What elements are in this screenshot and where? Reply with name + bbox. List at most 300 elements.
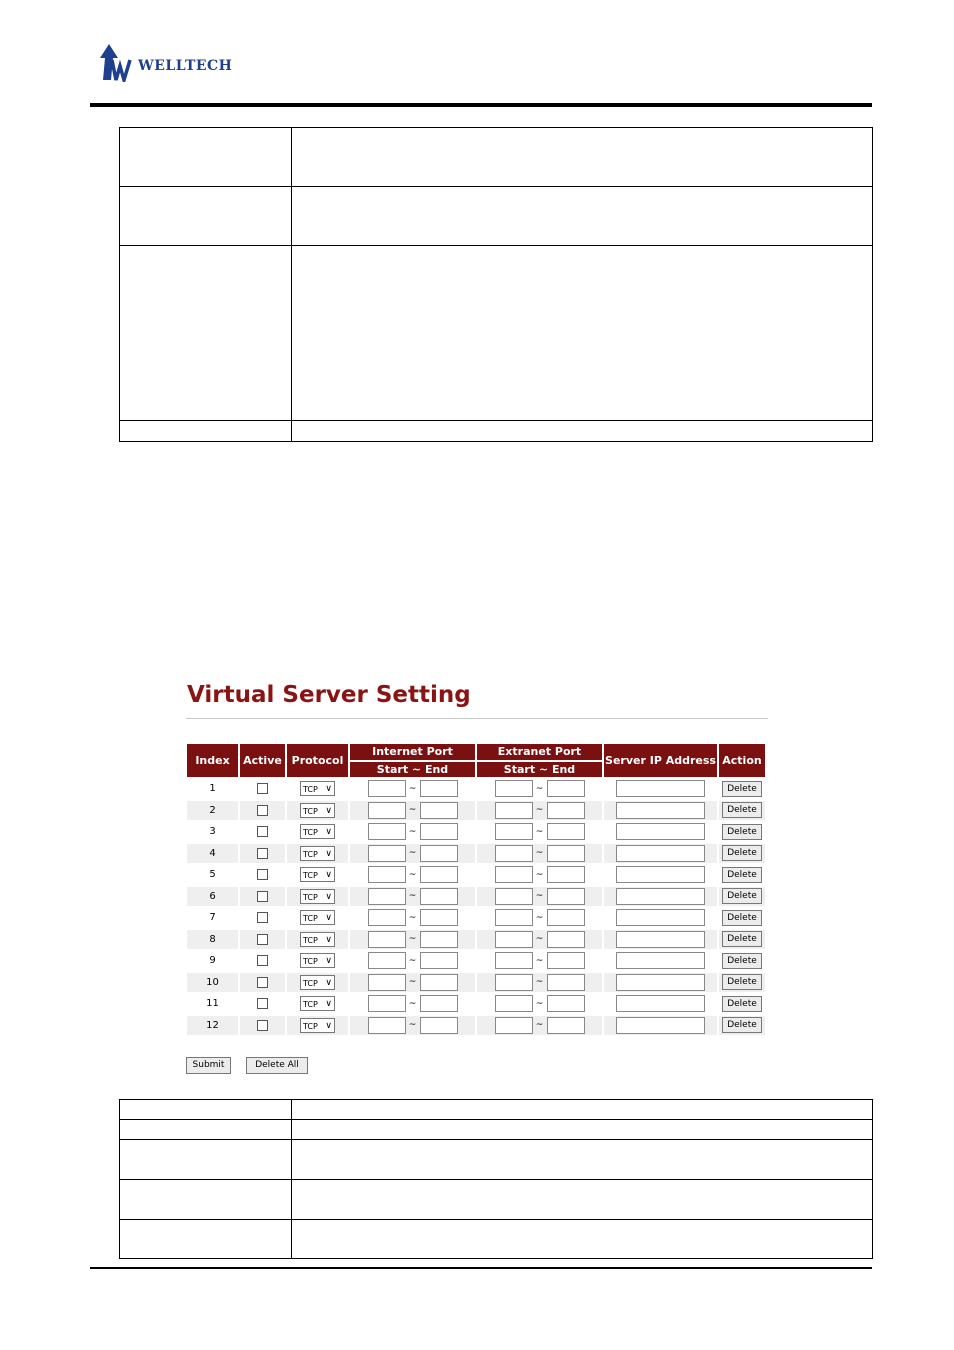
protocol-cell — [287, 887, 348, 907]
extranet-port-end-input[interactable] — [547, 866, 585, 883]
action-cell — [719, 1016, 765, 1036]
table-row — [120, 1140, 873, 1180]
delete-row-button[interactable]: Delete — [722, 845, 762, 861]
column-header-protocol: Protocol — [287, 744, 348, 777]
range-separator: ~ — [535, 891, 544, 902]
row-index: 8 — [209, 933, 216, 945]
table-row — [187, 1016, 765, 1036]
column-header-extranet-port: Extranet Port — [477, 744, 602, 760]
index-cell — [187, 822, 238, 842]
chevron-down-icon: ∨ — [325, 784, 332, 795]
table-row — [120, 1120, 873, 1140]
protocol-cell — [287, 801, 348, 821]
table-cell — [292, 1220, 873, 1259]
internet-port-start-input[interactable] — [368, 823, 406, 840]
table-cell — [120, 1140, 292, 1180]
extranet-port-end-input[interactable] — [547, 995, 585, 1012]
internet-port-cell — [350, 887, 475, 907]
internet-port-cell — [350, 973, 475, 993]
delete-row-button[interactable]: Delete — [722, 974, 762, 990]
table-cell — [292, 1100, 873, 1120]
protocol-value: TCP — [303, 871, 318, 881]
active-checkbox[interactable] — [257, 869, 268, 880]
protocol-value: TCP — [303, 1000, 318, 1010]
action-cell — [719, 908, 765, 928]
index-cell — [187, 801, 238, 821]
extranet-port-cell — [477, 844, 602, 864]
active-cell — [240, 994, 285, 1014]
internet-port-cell — [350, 844, 475, 864]
extranet-port-end-input[interactable] — [547, 845, 585, 862]
index-cell — [187, 865, 238, 885]
range-separator: ~ — [408, 1020, 417, 1031]
server-ip-cell — [604, 1016, 717, 1036]
protocol-value: TCP — [303, 785, 318, 795]
internet-port-end-input[interactable] — [420, 823, 458, 840]
protocol-value: TCP — [303, 935, 318, 945]
server-ip-input[interactable] — [616, 974, 705, 991]
table-row — [187, 865, 765, 885]
extranet-port-start-input[interactable] — [495, 974, 533, 991]
row-index: 9 — [209, 955, 216, 967]
range-separator: ~ — [535, 805, 544, 816]
logo-arrow-icon — [100, 44, 140, 82]
server-ip-cell — [604, 779, 717, 799]
action-cell — [719, 930, 765, 950]
server-ip-input[interactable] — [616, 866, 705, 883]
table-cell — [120, 187, 292, 246]
column-subheader-extranet-start-end: Start ~ End — [477, 762, 602, 778]
range-separator: ~ — [408, 783, 417, 794]
protocol-select[interactable] — [300, 824, 335, 839]
range-separator: ~ — [535, 955, 544, 966]
column-header-action: Action — [719, 744, 765, 777]
range-separator: ~ — [535, 1020, 544, 1031]
extranet-port-end-input[interactable] — [547, 931, 585, 948]
table-row — [187, 908, 765, 928]
table-cell — [120, 128, 292, 187]
active-checkbox[interactable] — [257, 826, 268, 837]
range-separator: ~ — [535, 783, 544, 794]
delete-row-button[interactable]: Delete — [722, 953, 762, 969]
protocol-select[interactable] — [300, 996, 335, 1011]
active-cell — [240, 865, 285, 885]
index-cell — [187, 973, 238, 993]
internet-port-start-input[interactable] — [368, 909, 406, 926]
delete-row-button[interactable]: Delete — [722, 781, 762, 797]
active-cell — [240, 908, 285, 928]
table-row — [187, 801, 765, 821]
range-separator: ~ — [535, 934, 544, 945]
description-table-top — [119, 127, 873, 442]
protocol-value: TCP — [303, 914, 318, 924]
row-index: 10 — [206, 976, 219, 988]
index-cell — [187, 994, 238, 1014]
internet-port-end-input[interactable] — [420, 780, 458, 797]
table-cell — [292, 1120, 873, 1140]
column-header-internet-port: Internet Port — [350, 744, 475, 760]
table-row — [120, 1220, 873, 1259]
extranet-port-cell — [477, 822, 602, 842]
server-ip-cell — [604, 973, 717, 993]
index-cell — [187, 844, 238, 864]
welltech-logo — [100, 44, 250, 84]
chevron-down-icon: ∨ — [325, 848, 332, 859]
action-cell — [719, 865, 765, 885]
active-cell — [240, 822, 285, 842]
protocol-select[interactable] — [300, 953, 335, 968]
active-cell — [240, 887, 285, 907]
action-cell — [719, 951, 765, 971]
title-divider — [186, 718, 768, 719]
extranet-port-end-input[interactable] — [547, 802, 585, 819]
protocol-select[interactable] — [300, 846, 335, 861]
action-cell — [719, 801, 765, 821]
row-index: 1 — [209, 783, 216, 795]
internet-port-cell — [350, 779, 475, 799]
internet-port-end-input[interactable] — [420, 888, 458, 905]
table-row — [187, 887, 765, 907]
extranet-port-cell — [477, 801, 602, 821]
table-cell — [292, 187, 873, 246]
internet-port-end-input[interactable] — [420, 909, 458, 926]
internet-port-start-input[interactable] — [368, 931, 406, 948]
table-row — [187, 973, 765, 993]
extranet-port-cell — [477, 1016, 602, 1036]
protocol-value: TCP — [303, 1021, 318, 1031]
internet-port-end-input[interactable] — [420, 974, 458, 991]
delete-row-button[interactable]: Delete — [722, 910, 762, 926]
active-cell — [240, 951, 285, 971]
protocol-value: TCP — [303, 806, 318, 816]
extranet-port-start-input[interactable] — [495, 1017, 533, 1034]
range-separator: ~ — [408, 998, 417, 1009]
index-cell — [187, 951, 238, 971]
table-cell — [292, 128, 873, 187]
action-cell — [719, 844, 765, 864]
extranet-port-cell — [477, 887, 602, 907]
row-index: 3 — [209, 826, 216, 838]
column-header-index: Index — [187, 744, 238, 777]
protocol-cell — [287, 994, 348, 1014]
active-cell — [240, 930, 285, 950]
table-row — [120, 246, 873, 421]
extranet-port-start-input[interactable] — [495, 909, 533, 926]
delete-row-button[interactable]: Delete — [722, 824, 762, 840]
protocol-cell — [287, 822, 348, 842]
protocol-cell — [287, 908, 348, 928]
internet-port-cell — [350, 865, 475, 885]
protocol-cell — [287, 930, 348, 950]
protocol-cell — [287, 951, 348, 971]
extranet-port-start-input[interactable] — [495, 995, 533, 1012]
active-cell — [240, 973, 285, 993]
range-separator: ~ — [408, 869, 417, 880]
table-row — [187, 951, 765, 971]
table-row — [187, 822, 765, 842]
table-row — [120, 421, 873, 442]
active-checkbox[interactable] — [257, 1020, 268, 1031]
extranet-port-cell — [477, 973, 602, 993]
server-ip-input[interactable] — [616, 802, 705, 819]
row-index: 2 — [209, 804, 216, 816]
internet-port-cell — [350, 822, 475, 842]
range-separator: ~ — [535, 912, 544, 923]
index-cell — [187, 779, 238, 799]
internet-port-start-input[interactable] — [368, 866, 406, 883]
protocol-select[interactable] — [300, 781, 335, 796]
internet-port-cell — [350, 994, 475, 1014]
logo-text: WELLTECH — [138, 58, 233, 74]
table-cell — [292, 1180, 873, 1220]
table-row — [120, 1100, 873, 1120]
protocol-select[interactable] — [300, 867, 335, 882]
footer-rule — [90, 1267, 872, 1269]
internet-port-start-input[interactable] — [368, 845, 406, 862]
extranet-port-cell — [477, 930, 602, 950]
description-table-bottom — [119, 1099, 873, 1259]
server-ip-cell — [604, 908, 717, 928]
range-separator: ~ — [408, 955, 417, 966]
protocol-select[interactable] — [300, 975, 335, 990]
internet-port-start-input[interactable] — [368, 888, 406, 905]
delete-row-button[interactable]: Delete — [722, 1017, 762, 1033]
extranet-port-cell — [477, 779, 602, 799]
index-cell — [187, 930, 238, 950]
table-row — [120, 1180, 873, 1220]
internet-port-cell — [350, 1016, 475, 1036]
active-checkbox[interactable] — [257, 998, 268, 1009]
protocol-cell — [287, 844, 348, 864]
table-row — [120, 128, 873, 187]
active-checkbox[interactable] — [257, 912, 268, 923]
chevron-down-icon: ∨ — [325, 827, 332, 838]
extranet-port-start-input[interactable] — [495, 845, 533, 862]
range-separator: ~ — [535, 848, 544, 859]
chevron-down-icon: ∨ — [325, 805, 332, 816]
delete-row-button[interactable]: Delete — [722, 996, 762, 1012]
chevron-down-icon: ∨ — [325, 913, 332, 924]
page-title: Virtual Server Setting — [187, 682, 471, 708]
delete-row-button[interactable]: Delete — [722, 867, 762, 883]
active-checkbox[interactable] — [257, 955, 268, 966]
server-ip-input[interactable] — [616, 845, 705, 862]
protocol-select[interactable] — [300, 932, 335, 947]
table-cell — [292, 421, 873, 442]
extranet-port-end-input[interactable] — [547, 974, 585, 991]
extranet-port-cell — [477, 951, 602, 971]
internet-port-end-input[interactable] — [420, 952, 458, 969]
active-checkbox[interactable] — [257, 934, 268, 945]
extranet-port-start-input[interactable] — [495, 931, 533, 948]
protocol-value: TCP — [303, 892, 318, 902]
chevron-down-icon: ∨ — [325, 1020, 332, 1031]
row-index: 12 — [206, 1019, 219, 1031]
table-cell — [120, 1180, 292, 1220]
range-separator: ~ — [408, 826, 417, 837]
range-separator: ~ — [535, 869, 544, 880]
action-cell — [719, 822, 765, 842]
internet-port-end-input[interactable] — [420, 1017, 458, 1034]
header-rule — [90, 103, 872, 107]
table-row — [187, 930, 765, 950]
chevron-down-icon: ∨ — [325, 956, 332, 967]
server-ip-input[interactable] — [616, 909, 705, 926]
table-row — [187, 779, 765, 799]
protocol-select[interactable] — [300, 910, 335, 925]
protocol-select[interactable] — [300, 803, 335, 818]
protocol-value: TCP — [303, 957, 318, 967]
chevron-down-icon: ∨ — [325, 934, 332, 945]
internet-port-start-input[interactable] — [368, 802, 406, 819]
delete-row-button[interactable]: Delete — [722, 888, 762, 904]
internet-port-start-input[interactable] — [368, 952, 406, 969]
extranet-port-end-input[interactable] — [547, 909, 585, 926]
server-ip-input[interactable] — [616, 888, 705, 905]
active-checkbox[interactable] — [257, 805, 268, 816]
protocol-select[interactable] — [300, 1018, 335, 1033]
internet-port-start-input[interactable] — [368, 780, 406, 797]
delete-row-button[interactable]: Delete — [722, 802, 762, 818]
active-cell — [240, 801, 285, 821]
protocol-cell — [287, 779, 348, 799]
internet-port-start-input[interactable] — [368, 974, 406, 991]
internet-port-cell — [350, 951, 475, 971]
extranet-port-start-input[interactable] — [495, 802, 533, 819]
range-separator: ~ — [408, 805, 417, 816]
server-ip-input[interactable] — [616, 780, 705, 797]
extranet-port-cell — [477, 908, 602, 928]
table-cell — [120, 1120, 292, 1140]
extranet-port-start-input[interactable] — [495, 866, 533, 883]
extranet-port-end-input[interactable] — [547, 823, 585, 840]
table-cell — [292, 1140, 873, 1180]
server-ip-input[interactable] — [616, 995, 705, 1012]
row-index: 4 — [209, 847, 216, 859]
row-index: 11 — [206, 998, 219, 1010]
server-ip-input[interactable] — [616, 931, 705, 948]
table-cell — [292, 246, 873, 421]
table-cell — [120, 1220, 292, 1259]
internet-port-cell — [350, 801, 475, 821]
active-checkbox[interactable] — [257, 783, 268, 794]
chevron-down-icon: ∨ — [325, 999, 332, 1010]
protocol-cell — [287, 1016, 348, 1036]
extranet-port-start-input[interactable] — [495, 823, 533, 840]
action-cell — [719, 887, 765, 907]
range-separator: ~ — [408, 934, 417, 945]
active-checkbox[interactable] — [257, 848, 268, 859]
index-cell — [187, 908, 238, 928]
table-row — [187, 994, 765, 1014]
internet-port-end-input[interactable] — [420, 995, 458, 1012]
active-checkbox[interactable] — [257, 977, 268, 988]
column-subheader-internet-start-end: Start ~ End — [350, 762, 475, 778]
table-cell — [120, 1100, 292, 1120]
row-index: 6 — [209, 890, 216, 902]
range-separator: ~ — [408, 848, 417, 859]
extranet-port-end-input[interactable] — [547, 1017, 585, 1034]
extranet-port-cell — [477, 865, 602, 885]
active-cell — [240, 779, 285, 799]
range-separator: ~ — [408, 891, 417, 902]
server-ip-cell — [604, 930, 717, 950]
active-cell — [240, 1016, 285, 1036]
range-separator: ~ — [535, 998, 544, 1009]
range-separator: ~ — [535, 826, 544, 837]
action-cell — [719, 779, 765, 799]
virtual-server-table — [185, 742, 767, 1037]
server-ip-cell — [604, 801, 717, 821]
server-ip-cell — [604, 822, 717, 842]
extranet-port-end-input[interactable] — [547, 780, 585, 797]
active-checkbox[interactable] — [257, 891, 268, 902]
extranet-port-start-input[interactable] — [495, 780, 533, 797]
protocol-cell — [287, 865, 348, 885]
range-separator: ~ — [408, 912, 417, 923]
extranet-port-start-input[interactable] — [495, 952, 533, 969]
internet-port-cell — [350, 930, 475, 950]
column-header-server-ip: Server IP Address — [604, 744, 717, 777]
protocol-value: TCP — [303, 849, 318, 859]
index-cell — [187, 1016, 238, 1036]
protocol-select[interactable] — [300, 889, 335, 904]
server-ip-input[interactable] — [616, 1017, 705, 1034]
extranet-port-end-input[interactable] — [547, 888, 585, 905]
extranet-port-start-input[interactable] — [495, 888, 533, 905]
server-ip-input[interactable] — [616, 952, 705, 969]
extranet-port-end-input[interactable] — [547, 952, 585, 969]
internet-port-cell — [350, 908, 475, 928]
internet-port-start-input[interactable] — [368, 1017, 406, 1034]
table-cell — [120, 246, 292, 421]
server-ip-cell — [604, 865, 717, 885]
chevron-down-icon: ∨ — [325, 891, 332, 902]
chevron-down-icon: ∨ — [325, 977, 332, 988]
chevron-down-icon: ∨ — [325, 870, 332, 881]
server-ip-cell — [604, 994, 717, 1014]
range-separator: ~ — [408, 977, 417, 988]
row-index: 5 — [209, 869, 216, 881]
server-ip-cell — [604, 951, 717, 971]
delete-row-button[interactable]: Delete — [722, 931, 762, 947]
internet-port-end-input[interactable] — [420, 931, 458, 948]
delete-all-button[interactable]: Delete All — [246, 1057, 308, 1074]
action-cell — [719, 973, 765, 993]
index-cell — [187, 887, 238, 907]
internet-port-end-input[interactable] — [420, 802, 458, 819]
table-cell — [120, 421, 292, 442]
table-row — [187, 844, 765, 864]
protocol-value: TCP — [303, 978, 318, 988]
table-row — [120, 187, 873, 246]
active-cell — [240, 844, 285, 864]
server-ip-cell — [604, 887, 717, 907]
server-ip-cell — [604, 844, 717, 864]
protocol-value: TCP — [303, 828, 318, 838]
protocol-cell — [287, 973, 348, 993]
internet-port-start-input[interactable] — [368, 995, 406, 1012]
column-header-active: Active — [240, 744, 285, 777]
internet-port-end-input[interactable] — [420, 845, 458, 862]
action-cell — [719, 994, 765, 1014]
extranet-port-cell — [477, 994, 602, 1014]
internet-port-end-input[interactable] — [420, 866, 458, 883]
range-separator: ~ — [535, 977, 544, 988]
server-ip-input[interactable] — [616, 823, 705, 840]
submit-button[interactable]: Submit — [186, 1057, 231, 1074]
row-index: 7 — [209, 912, 216, 924]
